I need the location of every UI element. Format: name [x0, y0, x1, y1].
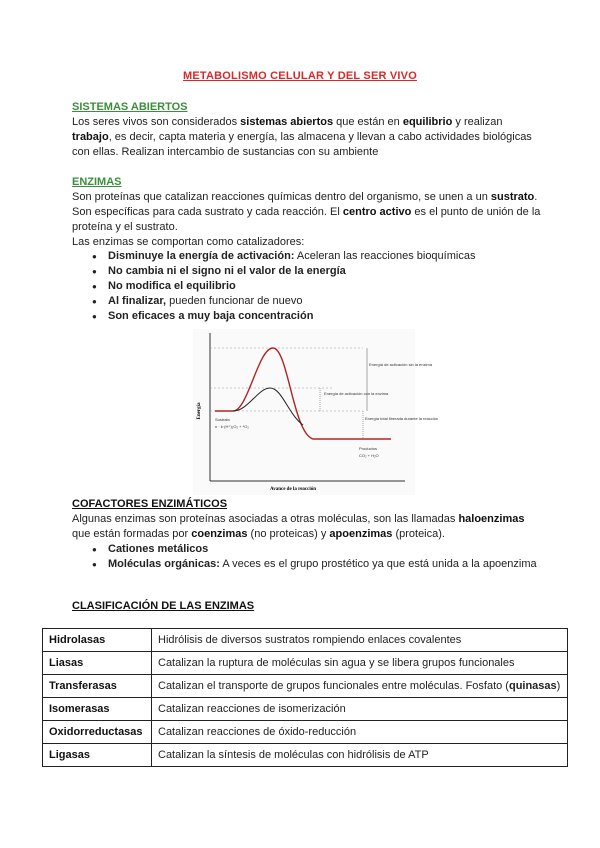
table-cell-name: Ligasas	[43, 744, 152, 767]
table-row	[43, 675, 568, 698]
label-products: Productos	[359, 446, 378, 451]
text-run: . Son específicas para cada sustrato y cada reacción. El	[72, 191, 538, 218]
diagram-background	[193, 329, 415, 495]
text-run: Algunas enzimas son proteínas asociadas a otras moléculas, son las llamadas	[72, 513, 459, 525]
table-row	[43, 744, 568, 767]
paragraph-enzimas	[72, 190, 542, 235]
list-item	[92, 264, 542, 279]
text-run: pueden funcionar de nuevo	[166, 295, 303, 307]
table-cell-desc: Catalizan reacciones de óxido-reducción	[152, 721, 568, 744]
list-item	[92, 557, 542, 572]
bold-term: equilibrio	[402, 116, 453, 128]
bold-term: sustrato	[490, 191, 535, 203]
bold-term: trabajo	[72, 131, 109, 143]
text-run: Catalizan el transporte de grupos funcionales entre moléculas. Fosfato (	[158, 680, 509, 692]
text-run: que están formadas por	[72, 528, 192, 540]
table-cell-name: Hidrolasas	[43, 629, 152, 652]
page-title: METABOLISMO CELULAR Y DEL SER VIVO	[183, 70, 417, 82]
table-row	[43, 698, 568, 721]
bold-term: Son eficaces a muy baja concentración	[108, 310, 314, 322]
text-run: , es decir, capta materia y energía, las almacena y llevan a cabo actividades biológicas con ellas. Realizan intercambio de sustancias con su ambiente	[72, 131, 532, 158]
table-cell-name: Transferasas	[43, 675, 152, 698]
text-run: (proteica).	[392, 528, 445, 540]
heading-clasificacion: CLASIFICACIÓN DE LAS ENZIMAS	[72, 600, 255, 612]
enzimas-bullet-list	[92, 249, 542, 324]
formula-substrate: n · k·(H⁺)₂O₂ + ⁴O₂	[215, 424, 249, 429]
bold-term: haloenzimas	[458, 513, 525, 525]
bold-term: Moléculas orgánicas:	[108, 558, 220, 570]
bold-term: No modifica el equilibrio	[108, 280, 236, 292]
table-cell-name: Liasas	[43, 652, 152, 675]
enzyme-classification-table	[42, 628, 568, 767]
x-axis-label: Avance de la reacción	[269, 487, 317, 492]
heading-cofactores: COFACTORES ENZIMÁTICOS	[72, 498, 228, 510]
paragraph-sistemas-abiertos	[72, 115, 542, 160]
label-ea-enzyme: Energía de activación con la enzima	[324, 391, 389, 396]
table-row	[43, 652, 568, 675]
label-total-energy: Energía total liberada durante la reacción	[365, 416, 439, 421]
list-item	[92, 309, 542, 324]
text-run: que están en	[333, 116, 403, 128]
table-row	[43, 629, 568, 652]
text-run: )	[556, 680, 561, 692]
cofactores-bullet-list	[92, 542, 542, 572]
list-item	[92, 294, 542, 309]
text-run: y realizan	[452, 116, 503, 128]
label-substrate: Sustrato	[215, 417, 230, 422]
heading-sistemas-abiertos: SISTEMAS ABIERTOS	[72, 101, 188, 113]
list-item	[92, 542, 542, 557]
heading-enzimas: ENZIMAS	[72, 176, 122, 188]
table-cell-desc: Catalizan la síntesis de moléculas con hidrólisis de ATP	[152, 744, 568, 767]
activation-energy-diagram	[193, 329, 439, 495]
formula-products: CO₂ + H₂O	[359, 453, 379, 458]
text-run: es el punto de unión de la proteína y el sustrato.	[72, 206, 541, 233]
enzimas-intro: Las enzimas se comportan como catalizadores:	[72, 236, 305, 248]
bold-term: Al finalizar,	[108, 295, 167, 307]
table-row	[43, 721, 568, 744]
table-cell-desc	[152, 675, 568, 698]
table-cell-desc: Catalizan la ruptura de moléculas sin agua y se libera grupos funcionales	[152, 652, 568, 675]
table-cell-name: Isomerasas	[43, 698, 152, 721]
paragraph-cofactores	[72, 512, 542, 542]
table-cell-name: Oxidorreductasas	[43, 721, 152, 744]
text-run: (no proteicas) y	[247, 528, 330, 540]
table-cell-desc: Catalizan reacciones de isomerización	[152, 698, 568, 721]
bold-term: coenzimas	[191, 528, 248, 540]
bold-term: No cambia ni el signo ni el valor de la energía	[108, 265, 346, 277]
bold-term: Disminuye la energía de activación:	[108, 250, 295, 262]
y-axis-label: Energía	[197, 402, 202, 420]
bold-term: Cationes metálicos	[108, 543, 209, 555]
bold-term: centro activo	[342, 206, 412, 218]
text-run: A veces es el grupo prostético ya que está unida a la apoenzima	[219, 558, 537, 570]
table-cell-desc: Hidrólisis de diversos sustratos rompiendo enlaces covalentes	[152, 629, 568, 652]
bold-term: apoenzimas	[329, 528, 393, 540]
label-ea-no-enzyme: Energía de activación sin la enzima	[369, 362, 432, 367]
text-run: Son proteínas que catalizan reacciones químicas dentro del organismo, se unen a un	[72, 191, 491, 203]
list-item	[92, 279, 542, 294]
bold-term: quinasas	[508, 680, 557, 692]
text-run: Los seres vivos son considerados	[72, 116, 241, 128]
text-run: Aceleran las reacciones bioquímicas	[294, 250, 476, 262]
list-item	[92, 249, 542, 264]
bold-term: sistemas abiertos	[240, 116, 334, 128]
